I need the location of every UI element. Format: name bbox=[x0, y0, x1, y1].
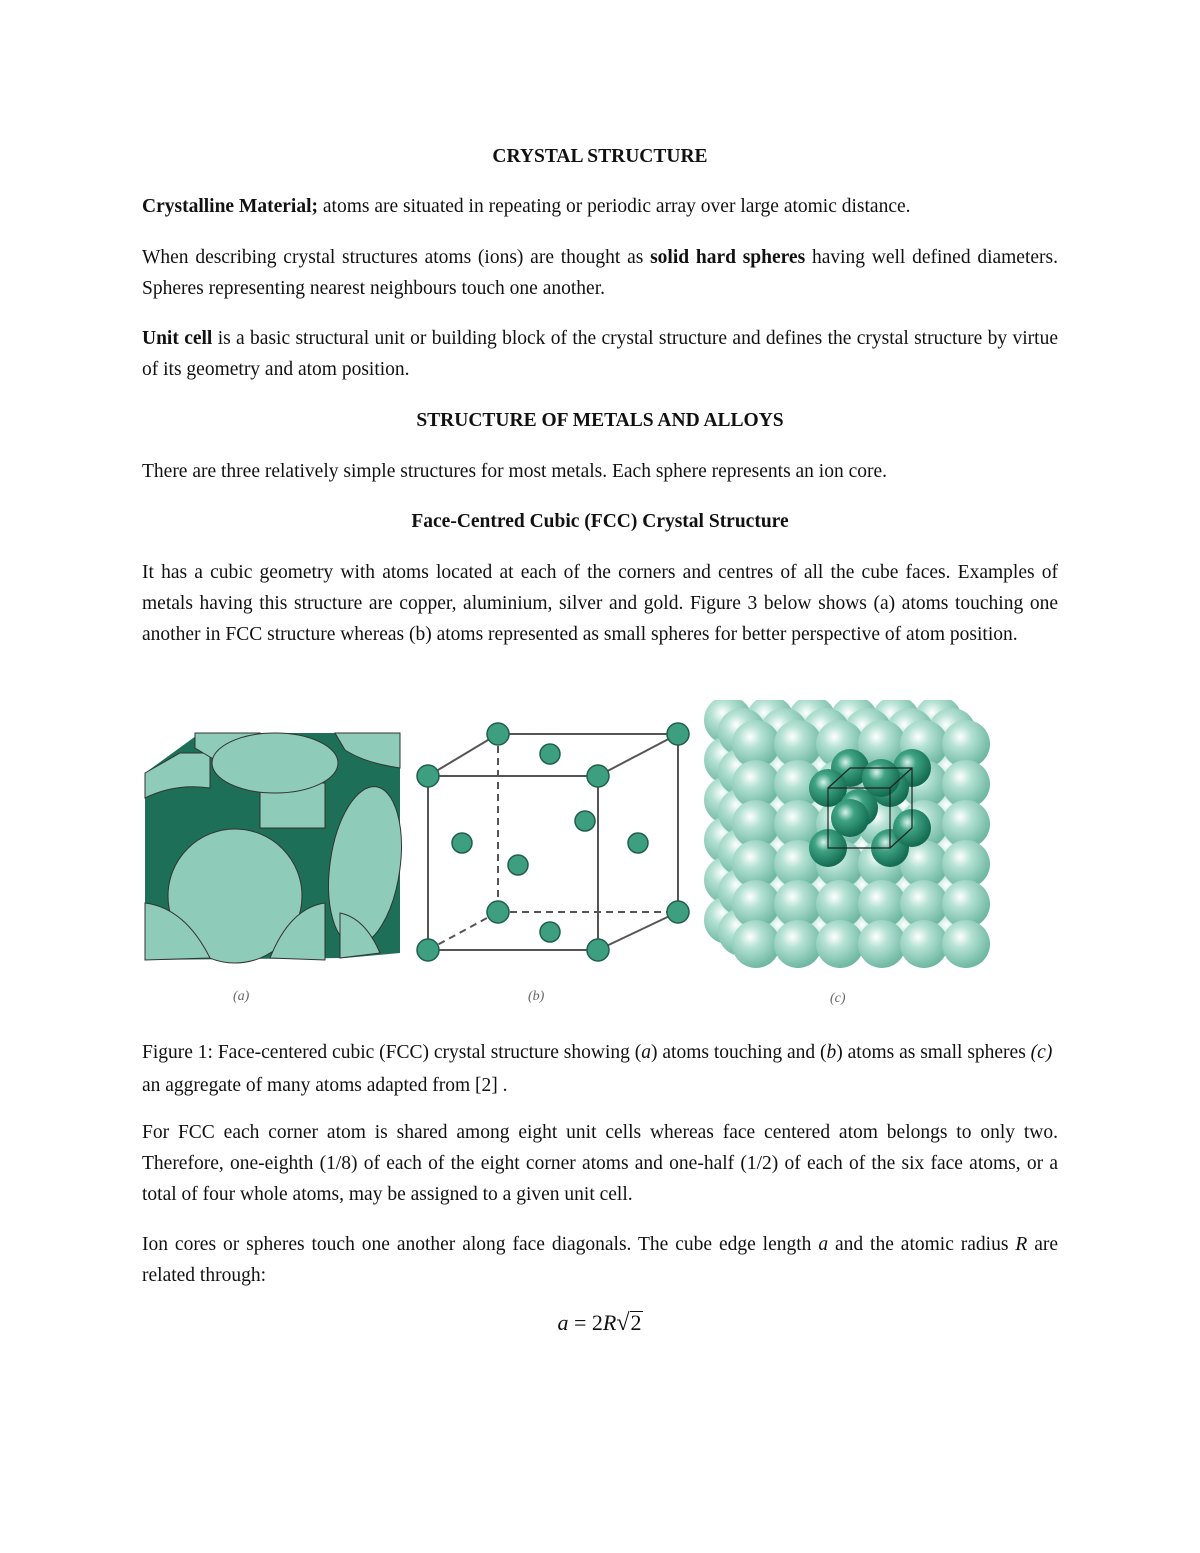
atom-face-bottom bbox=[540, 922, 560, 942]
atom-corner bbox=[587, 939, 609, 961]
symbol-r: R bbox=[1015, 1234, 1028, 1255]
face-atom-top bbox=[212, 733, 338, 793]
paragraph-text: are related through: bbox=[142, 1234, 1058, 1286]
aggregate-atom bbox=[900, 920, 948, 968]
figure-label-a: (a) bbox=[233, 989, 250, 1004]
sphere-aggregate bbox=[704, 700, 990, 968]
equation-r: R bbox=[602, 1310, 617, 1335]
cube-top-right-edge bbox=[598, 734, 678, 776]
page-title: CRYSTAL STRUCTURE bbox=[492, 146, 708, 167]
paragraph-text: having well defined diameters. Spheres representing nearest neighbours touch one another. bbox=[142, 247, 1058, 299]
atom-corner bbox=[487, 723, 509, 745]
atom-face-top bbox=[540, 744, 560, 764]
figure-caption bbox=[142, 1036, 1058, 1102]
atom-corner bbox=[587, 765, 609, 787]
figure-fcc-atom-aggregate bbox=[700, 700, 1000, 1010]
caption-italic-b: b bbox=[826, 1042, 837, 1063]
atom-face-right bbox=[628, 833, 648, 853]
atom-corner bbox=[417, 765, 439, 787]
paragraph-text: atoms are situated in repeating or periodic array over large atomic distance. bbox=[318, 196, 911, 217]
symbol-a: a bbox=[818, 1234, 829, 1255]
figure-label-c: (c) bbox=[830, 991, 846, 1006]
paragraph-crystalline-material bbox=[142, 191, 1058, 222]
paragraph-face-diagonals bbox=[142, 1229, 1058, 1291]
paragraph-text: When describing crystal structures atoms (ions) are thought as bbox=[142, 247, 651, 268]
aggregate-atom bbox=[858, 920, 906, 968]
cube-hidden-depth-edge bbox=[428, 912, 498, 950]
aggregate-atom bbox=[816, 920, 864, 968]
aggregate-atom bbox=[942, 920, 990, 968]
equation-edge-length bbox=[0, 1310, 1200, 1337]
paragraph-text: is a basic structural unit or building block of the crystal structure and defines the crystal structure by virtue of its geometry and atom position. bbox=[142, 328, 1059, 380]
unit-cell-atom bbox=[831, 799, 869, 837]
atom-corner bbox=[417, 939, 439, 961]
sqrt-icon: √ bbox=[616, 1310, 630, 1336]
paragraph-fcc-atom-count: For FCC each corner atom is shared among eight unit cells whereas face centered atom belongs to only two. Therefore, one-eighth (1/8) of each of the eight corner atoms and one-half (1/2) of each of the six face atoms, or a total of four whole atoms, may be assigned to a given unit cell. bbox=[142, 1122, 1058, 1205]
section-heading-fcc: Face-Centred Cubic (FCC) Crystal Structure bbox=[411, 511, 789, 532]
term-solid-hard-spheres: solid hard spheres bbox=[650, 247, 806, 268]
caption-text: ) atoms touching and ( bbox=[651, 1042, 827, 1063]
paragraph-three-structures: There are three relatively simple structures for most metals. Each sphere represents an ion core. bbox=[142, 461, 888, 482]
aggregate-atom bbox=[774, 920, 822, 968]
section-heading-metals-alloys: STRUCTURE OF METALS AND ALLOYS bbox=[416, 410, 784, 431]
paragraph-hard-spheres bbox=[142, 242, 1058, 304]
figure-fcc-small-sphere-model bbox=[410, 720, 700, 1010]
atom-corner bbox=[667, 901, 689, 923]
equation-equals: = 2 bbox=[568, 1310, 603, 1335]
paragraph-fcc-description: It has a cubic geometry with atoms located at each of the corners and centres of all the cube faces. Examples of metals having this structure are copper, aluminium, silver and gold. Figure 3 below shows (a) atoms touching one another in FCC structure whereas (b) atoms represented as small spheres for better perspective of atom position. bbox=[142, 562, 1058, 645]
unit-cell-atom bbox=[862, 759, 900, 797]
atom-face-back bbox=[575, 811, 595, 831]
term-crystalline-material: Crystalline Material; bbox=[142, 196, 318, 217]
caption-italic-a: a bbox=[641, 1042, 652, 1063]
equation-radicand: 2 bbox=[630, 1310, 642, 1335]
paragraph-unit-cell bbox=[142, 323, 1058, 385]
figure-label-b: (b) bbox=[528, 989, 545, 1004]
aggregate-atom bbox=[732, 920, 780, 968]
caption-text: Figure 1: Face-centered cubic (FCC) crystal structure showing ( bbox=[142, 1042, 642, 1063]
equation-lhs: a bbox=[557, 1310, 569, 1335]
atom-corner bbox=[487, 901, 509, 923]
paragraph-text: Ion cores or spheres touch one another along face diagonals. The cube edge length bbox=[142, 1234, 819, 1255]
caption-text: an aggregate of many atoms adapted from [2] . bbox=[142, 1075, 508, 1096]
caption-text: ) atoms as small spheres bbox=[836, 1042, 1031, 1063]
atom-corner bbox=[667, 723, 689, 745]
atom-face-front bbox=[508, 855, 528, 875]
paragraph-text: and the atomic radius bbox=[828, 1234, 1016, 1255]
figure-fcc-hard-sphere-model bbox=[140, 728, 410, 1008]
atom-face-left bbox=[452, 833, 472, 853]
caption-italic-c: (c) bbox=[1030, 1042, 1053, 1063]
term-unit-cell: Unit cell bbox=[142, 328, 213, 349]
